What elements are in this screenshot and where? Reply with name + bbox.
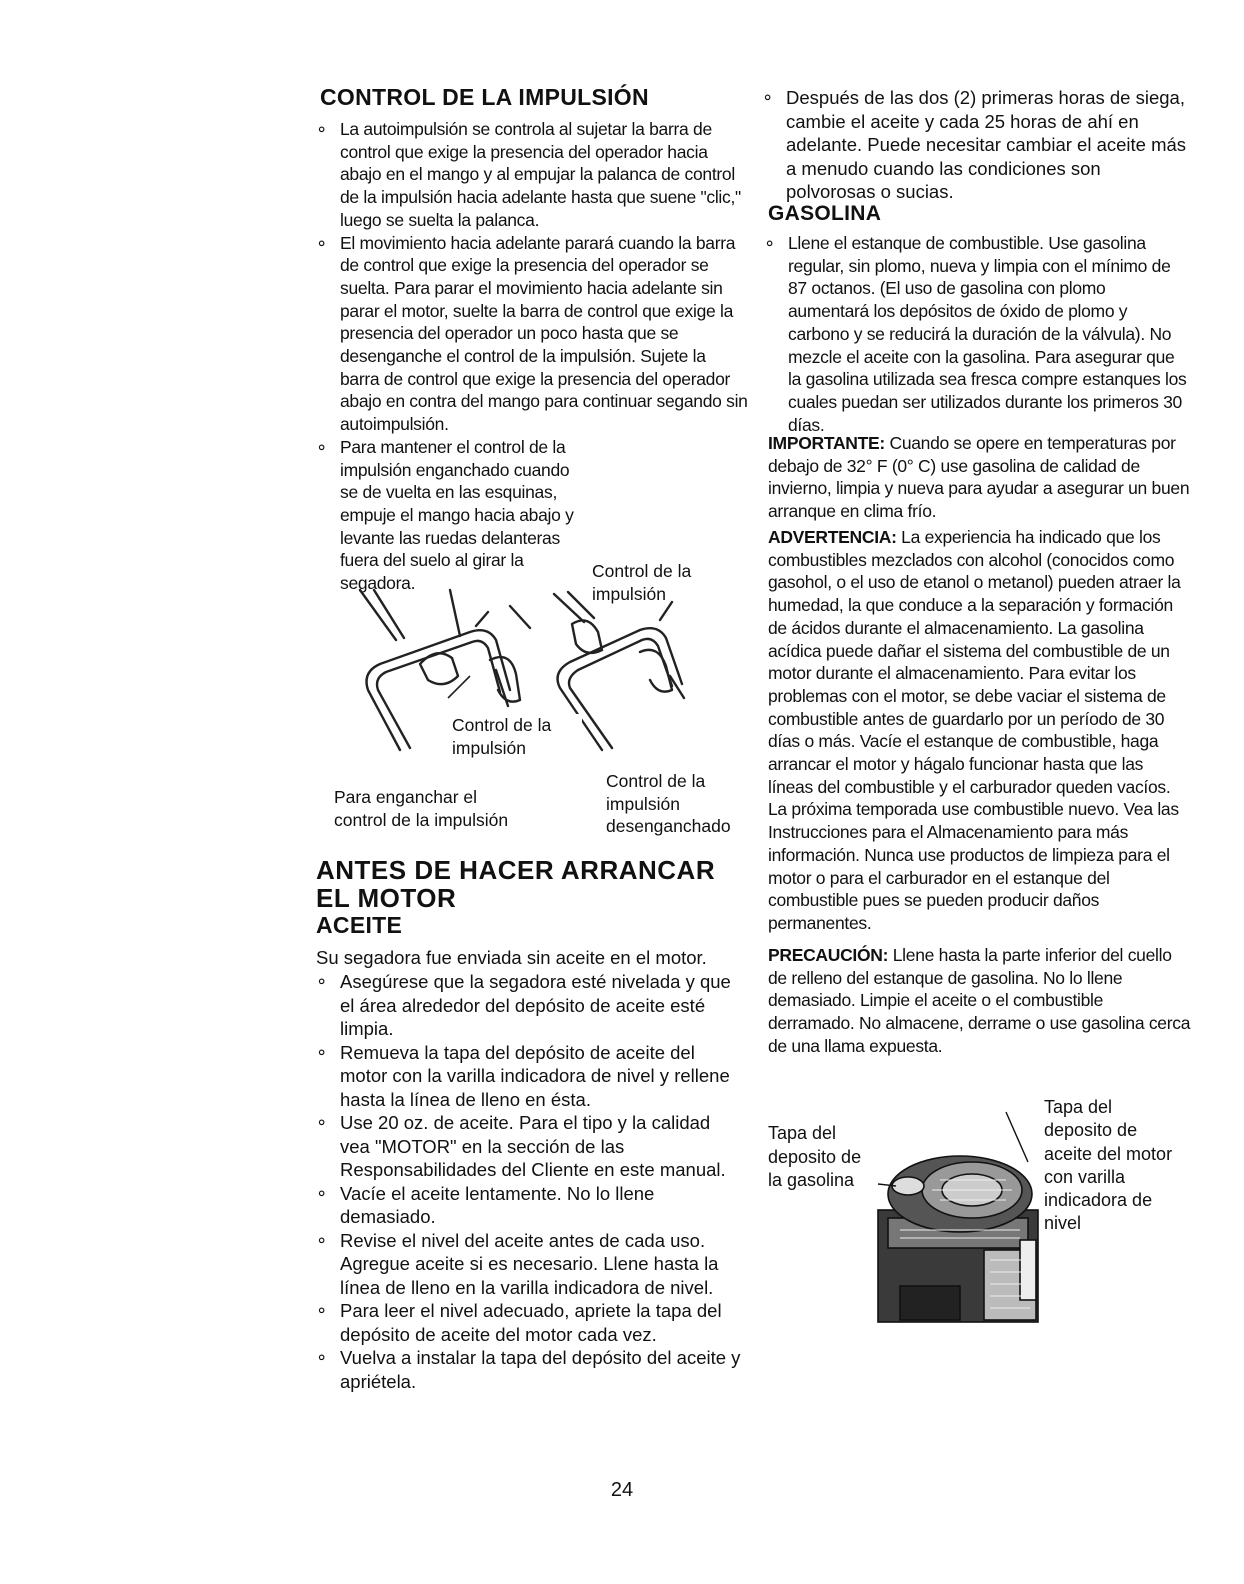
list-item: ∘ Vacíe el aceite lentamente. No lo llene demasiado.	[316, 1182, 742, 1229]
list-item: ∘ La autoimpulsión se controla al sujetar la barra de control que exige la presencia del operador hacia abajo en el mango y al empujar la palanca de control de la impulsión hacia adelante hasta que suene "clic," luego se suelta la palanca.	[316, 118, 748, 232]
list-item: ∘ Remueva la tapa del depósito de aceite del motor con la varilla indicadora de nivel y rellene hasta la línea de lleno en ésta.	[316, 1041, 742, 1112]
list-item: ∘ Llene el estanque de combustible. Use gasolina regular, sin plomo, nueva y limpia con el mínimo de 87 octanos. (El uso de gasolina con plomo aumentará los depósitos de óxido de plomo y carbono y se reducirá la duración de la válvula). No mezcle el aceite con la gasolina. Para asegurar que la gasolina utilizada sea fresca compre estanques los cuales puedan ser utilizados durante los primeros 30 días.	[764, 232, 1188, 436]
warning-note	[768, 526, 1192, 935]
oil-intro: Su segadora fue enviada sin aceite en el motor.	[316, 947, 707, 968]
engage-caption: Para enganchar el control de la impulsión	[334, 787, 509, 830]
list-item: ∘ Revise el nivel del aceite antes de cada uso. Agregue aceite si es necesario. Llene hasta la línea de lleno en la varilla indicadora de nivel.	[316, 1229, 742, 1300]
caution-label: PRECAUCIÓN:	[768, 945, 889, 965]
warning-label: ADVERTENCIA:	[768, 527, 897, 547]
caution-note	[768, 944, 1192, 1058]
list-item: ∘ Para mantener el control de la impulsión enganchado cuando se de vuelta en las esquinas, empuje el mango hacia abajo y levante las ruedas delanteras fuera del suelo al girar la segadora.	[316, 436, 590, 595]
list-item: ∘ Vuelva a instalar la tapa del depósito del aceite y apriétela.	[316, 1346, 742, 1393]
important-label: IMPORTANTE:	[768, 433, 885, 453]
before-start-heading: ANTES DE HACER ARRANCAR EL MOTOR	[316, 855, 716, 913]
engine-illustration	[860, 1090, 1060, 1330]
oil-list	[316, 970, 742, 1393]
oil-cap-label: Tapa del deposito de aceite del motor con varilla indicadora de nivel	[1044, 1097, 1173, 1234]
gasoline-heading: GASOLINA	[768, 202, 882, 225]
drive-control-heading: CONTROL DE LA IMPULSIÓN	[320, 84, 649, 110]
gasoline-list	[764, 232, 1188, 436]
oil-change-list	[762, 86, 1187, 204]
list-item: ∘ El movimiento hacia adelante parará cuando la barra de control que exige la presencia del operador se suelta. Para parar el movimiento hacia adelante sin parar el motor, suelte la barra de control que exige la presencia del operador un poco hasta que se desenganche el control de la impulsión. Sujete la barra de control que exige la presencia del operador abajo en contra del mango para continuar segando sin autoimpulsión.	[316, 232, 748, 436]
list-item: ∘ Para leer el nivel adecuado, apriete la tapa del depósito de aceite del motor cada vez.	[316, 1299, 742, 1346]
caution-text: Llene hasta la parte inferior del cuello de relleno del estanque de gasolina. No lo llene demasiado. Limpie el aceite o el combustible derramado. No almacene, derrame o use gasolina cerca de una llama expuesta.	[768, 945, 1191, 1056]
disengage-caption: Control de la impulsión desenganchado	[606, 771, 731, 836]
list-item: ∘ Asegúrese que la segadora esté nivelada y que el área alrededor del depósito de aceite esté limpia.	[316, 970, 742, 1041]
page-number: 24	[610, 1479, 634, 1501]
list-item: ∘ Use 20 oz. de aceite. Para el tipo y la calidad vea "MOTOR" en la sección de las Responsabilidades del Cliente en este manual.	[316, 1111, 742, 1182]
list-item: ∘ Después de las dos (2) primeras horas de siega, cambie el aceite y cada 25 horas de ahí en adelante. Puede necesitar cambiar el aceite más a menudo cuando las condiciones son polvorosas o sucias.	[762, 86, 1187, 204]
important-text: Cuando se opere en temperaturas por debajo de 32° F (0° C) use gasolina de calidad de invierno, limpia y nueva para ayudar a asegurar un buen arranque en clima frío.	[768, 433, 1190, 522]
fuel-cap-label: Tapa del deposito de la gasolina	[768, 1123, 862, 1190]
oil-heading: ACEITE	[316, 912, 403, 938]
warning-text: La experiencia ha indicado que los combustibles mezclados con alcohol (conocidos como gasohol, o el uso de etanol o metanol) pueden atraer la humedad, la que conduce a la separación y formación de ácidos durante el almacenamiento. La gasolina acídica puede dañar el sistema del combustible de un motor durante el almacenamiento. Para evitar los problemas con el motor, se debe vaciar el sistema de combustible antes de guardarlo por un período de 30 días o más. Vacíe el estanque de combustible, haga arrancar el motor y hágalo funcionar hasta que las líneas del combustible y el carburador queden vacíos. La próxima temporada use combustible nuevo. Vea las Instrucciones para el Almacenamiento para más información. Nunca use productos de limpieza para el motor o para el carburador en el estanque del combustible pues se pueden producir daños permanentes.	[768, 527, 1181, 933]
drive-control-list	[316, 118, 748, 595]
drive-control-label-mid: Control de la impulsión	[452, 714, 582, 759]
drive-control-label-top: Control de la impulsión	[592, 561, 692, 604]
important-note	[768, 432, 1192, 523]
